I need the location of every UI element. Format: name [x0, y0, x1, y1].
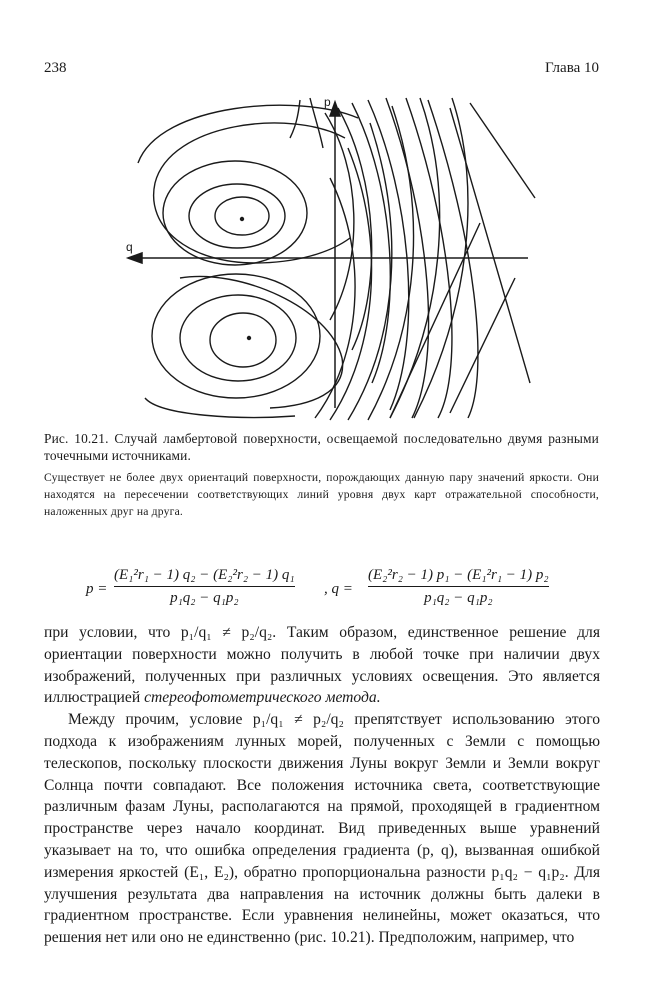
upper-contour-4 — [154, 123, 350, 263]
upper-source-point — [240, 217, 244, 221]
lower-contour-4 — [180, 276, 343, 408]
formula-p-numerator: (E₁²r₁ − 1) q₂ − (E₂²r₂ − 1) q₁ — [114, 567, 295, 587]
gradient-formula — [86, 562, 606, 620]
upper-contour-1 — [215, 197, 269, 235]
lower-contour-1 — [210, 313, 276, 367]
paragraph-1 — [44, 622, 600, 709]
lower-source-point — [247, 336, 251, 340]
running-head: Глава 10 — [545, 60, 599, 76]
upper-contour-2 — [189, 184, 285, 248]
formula-p-fraction — [114, 567, 295, 607]
formula-q-fraction — [368, 567, 549, 607]
reflectance-map-figure — [120, 88, 540, 423]
paragraph-1-text: при условии, что p₁/q₁ ≠ p₂/q₂. Таким образом, единственное решение для ориентации поверхности можно получить в любой точке при наличии двух изображений, полученных при различных условиях освещения. Это является иллюстрацией — [44, 624, 600, 707]
q-axis-arrowhead — [128, 253, 142, 263]
axis-q-label: q — [126, 240, 133, 254]
paragraph-1-emphasis: стереофотометрического метода. — [144, 689, 381, 707]
axis-p-label: p — [324, 95, 331, 109]
paragraph-2: Между прочим, условие p₁/q₁ ≠ p₂/q₂ препятствует использованию этого подхода к изображениям лунных морей, полученных с Земли с помощью телескопов, поскольку плоскости движения Луны вокруг Земли и Земли вокруг Солнца почти совпадают. Все положения источника света, соответствующие различным фазам Луны, располагаются на прямой, проходящей в градиентном пространстве через начало координат. Вид приведенных выше уравнений указывает на то, что ошибка определения градиента (p, q), вызванная ошибкой измерения яркостей (E₁, E₂), обратно пропорциональна разности p₁q₂ − q₁p₂. Для улучшения результата два направления на источник должны быть далеки в градиентном пространстве. Если уравнения нелинейны, может оказаться, что решения нет или оно не единственно (рис. 10.21). Предположим, например, что — [44, 711, 600, 947]
figure-caption: Рис. 10.21. Случай ламбертовой поверхности, освещаемой последовательно двумя разными точечными источниками. — [44, 431, 599, 463]
body-text — [44, 622, 600, 949]
formula-q-denominator: p₁q₂ − q₁p₂ — [424, 590, 493, 606]
page-number: 238 — [44, 60, 67, 76]
lower-contour-2 — [180, 295, 296, 381]
lower-contour-3 — [152, 274, 320, 398]
figure-caption-note: Существует не более двух ориентаций поверхности, порождающих данную пару значений яркости. Они находятся на пересечении соответствующих линий уровня двух карт отражательной способности, наложенных друг на друга. — [44, 471, 599, 518]
formula-p-lhs: p = — [86, 581, 108, 597]
formula-p-denominator: p₁q₂ − q₁p₂ — [170, 590, 239, 606]
formula-q-lhs: , q = — [324, 581, 353, 597]
formula-q-numerator: (E₂²r₂ − 1) p₁ − (E₁²r₁ − 1) p₂ — [368, 567, 549, 587]
